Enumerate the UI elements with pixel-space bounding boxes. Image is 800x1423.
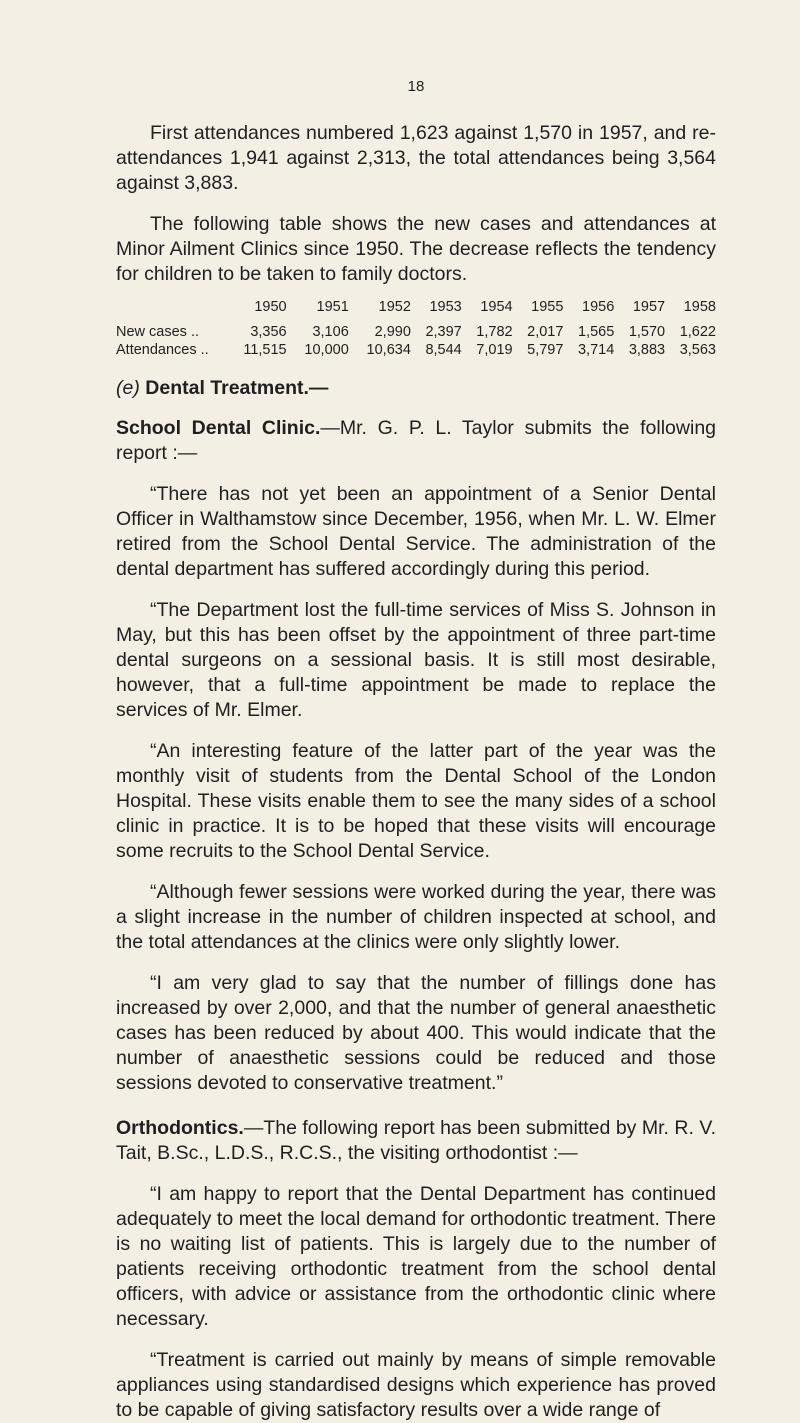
- row-label: New cases ..: [116, 324, 199, 340]
- table-header-row: [116, 297, 716, 323]
- year-header: 1958: [683, 299, 716, 315]
- table-cell: 2,990: [374, 324, 411, 340]
- year-header: 1954: [480, 299, 513, 315]
- year-header: 1953: [429, 299, 462, 315]
- table-cell: 3,883: [628, 342, 666, 358]
- orthodontics-heading: Orthodontics.: [116, 1117, 244, 1139]
- orthodontics-intro-text: —The following report has been submitted by Mr. R. V. Tait, B.Sc., L.D.S., R.C.S., the visiting orthodontist :—: [116, 1117, 716, 1164]
- orthodontics-intro: [116, 1116, 716, 1166]
- row-label: Attendances ..: [116, 342, 209, 358]
- section-heading-dental: [116, 377, 716, 400]
- table-cell: 7,019: [476, 342, 513, 358]
- report-paragraph: “The Department lost the full-time services of Miss S. Johnson in May, but this has been offset by the appointment of three part-time dental surgeons on a sessional basis. It is still most desirable, however, that a full-time appointment be made to replace the services of Mr. Elmer.: [116, 599, 716, 721]
- report-paragraph: “There has not yet been an appointment of a Senior Dental Officer in Walthamstow since December, 1956, when Mr. L. W. Elmer retired from the School Dental Service. The administration of the dental department has suffered accordingly during this period.: [116, 483, 716, 580]
- table-cell: 1,782: [476, 324, 513, 340]
- report-paragraph: “An interesting feature of the latter part of the year was the monthly visit of students from the Dental School of the London Hospital. These visits enable them to see the many sides of a school clinic in practice. It is to be hoped that these visits will encourage some recruits to the School Dental Service.: [116, 740, 716, 862]
- dental-clinic-intro: [116, 416, 716, 466]
- table-cell: 3,714: [577, 342, 615, 358]
- table-cell: 2,017: [527, 324, 564, 340]
- table-cell: 11,515: [243, 342, 287, 358]
- year-header: 1951: [316, 299, 349, 315]
- section-letter: (e): [116, 377, 140, 399]
- table-cell: 1,622: [679, 324, 716, 340]
- dental-clinic-intro-text: —Mr. G. P. L. Taylor submits the following report :—: [116, 417, 717, 464]
- table-row: [116, 341, 716, 359]
- table-cell: 8,544: [425, 342, 462, 358]
- year-header: 1952: [378, 299, 411, 315]
- table-cell: 5,797: [527, 342, 564, 358]
- table-corner: [116, 297, 226, 323]
- report-paragraph: “I am happy to report that the Dental Department has continued adequately to meet the local demand for orthodontic treatment. There is no waiting list of patients. This is largely due to the number of patients receiving orthodontic treatment from the school dental officers, with advice or assistance from the orthodontic clinic where necessary.: [116, 1183, 716, 1330]
- year-header: 1955: [531, 299, 564, 315]
- table-cell: 10,634: [366, 342, 411, 358]
- year-header: 1957: [632, 299, 666, 315]
- section-title: Dental Treatment.—: [145, 377, 329, 399]
- table-cell: 3,106: [312, 324, 349, 340]
- year-header: 1956: [582, 299, 615, 315]
- table-intro-paragraph: The following table shows the new cases and attendances at Minor Ailment Clinics since 1950. The decrease reflects the tendency for children to be taken to family doctors.: [116, 213, 716, 285]
- report-paragraph: “Although fewer sessions were worked during the year, there was a slight increase in the number of children inspected at school, and the total attendances at the clinics were only slightly lower.: [116, 881, 716, 953]
- report-paragraph: “Treatment is carried out mainly by means of simple removable appliances using standardised designs which experience has proved to be capable of giving satisfactory results over a wide range of: [116, 1349, 716, 1421]
- table-cell: 3,356: [250, 324, 287, 340]
- dental-clinic-heading: School Dental Clinic.: [116, 417, 321, 439]
- table-cell: 1,565: [577, 324, 615, 340]
- year-header: 1950: [254, 299, 287, 315]
- table-cell: 10,000: [304, 342, 349, 358]
- table-cell: 1,570: [628, 324, 666, 340]
- table-cell: 2,397: [425, 324, 462, 340]
- page-number: 18: [407, 78, 425, 95]
- table-cell: 3,563: [679, 342, 716, 358]
- attendances-paragraph: First attendances numbered 1,623 against 1,570 in 1957, and re-attendances 1,941 against 2,313, the total attendances being 3,564 against 3,883.: [116, 122, 716, 194]
- report-paragraph: “I am very glad to say that the number of fillings done has increased by over 2,000, and that the number of general anaesthetic cases has been reduced by about 400. This would indicate that the number of anaesthetic sessions could be reduced and those sessions devoted to conservative treatment.”: [116, 972, 716, 1094]
- minor-ailment-table: [116, 297, 716, 359]
- table-row: [116, 323, 716, 341]
